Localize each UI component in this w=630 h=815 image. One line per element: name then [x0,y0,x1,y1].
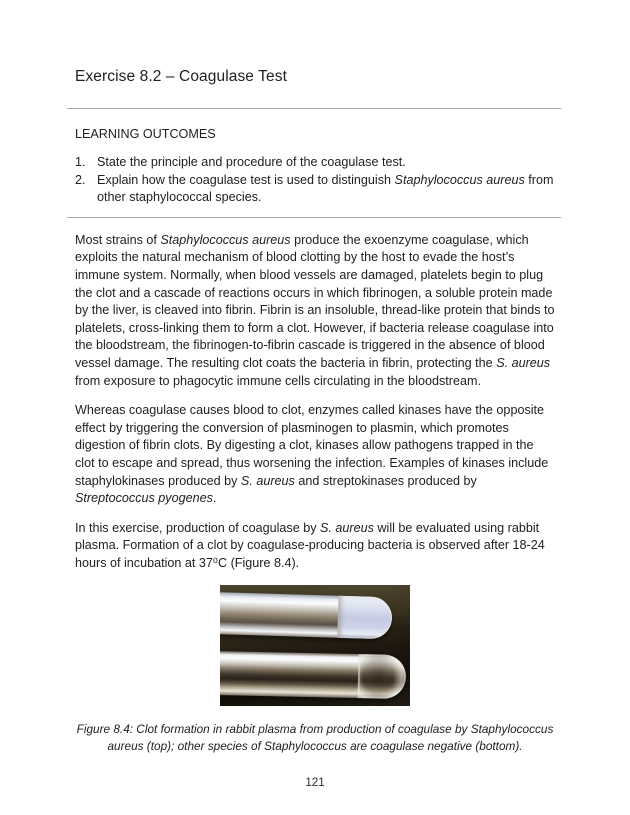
test-tube-coagulase-negative [220,651,406,699]
test-tube-coagulase-positive [220,592,393,639]
outcome-text-1: State the principle and procedure of the coagulase test. [97,155,406,169]
figure-photo [220,585,410,706]
outcome-number-1: 1. [75,155,86,169]
outcome-item-2 [75,172,555,207]
page-title: Exercise 8.2 – Coagulase Test [75,68,287,85]
tube-end-cap [358,655,407,700]
paragraph-exercise-overview: In this exercise, production of coagulase by S. aureus will be evaluated using rabbit plasma. Formation of a clot by coagulase-producing bacteria is observed after 18-24 hours of incubation at 37⁰C (Figure 8.4). [75,520,545,570]
learning-outcomes-heading: LEARNING OUTCOMES [75,127,216,141]
paragraph-kinases: Whereas coagulase causes blood to clot, enzymes called kinases have the opposite effect by triggering the conversion of plasminogen to plasmin, which promotes digestion of fibrin clots. By digesting a clot, kinases allow pathogens trapped in the clot to escape and spread, thus worsening the infection. Examples of kinases include staphylokinases produced by S. aureus and streptokinases produced by Streptococcus pyogenes. [75,403,549,506]
page-number: 121 [305,776,325,789]
figure-caption: Figure 8.4: Clot formation in rabbit plasma from production of coagulase by Staphylococcus aureus (top); other species of Staphylococcus are coagulase negative (bottom). [76,722,554,754]
outcome-number-2: 2. [75,172,86,187]
outcome-item-1 [75,154,555,172]
divider-body [67,217,561,218]
clot-region [337,596,392,640]
outcome-text-2: Explain how the coagulase test is used to distinguish Staphylococcus aureus from other staphylococcal species. [97,172,554,205]
learning-outcomes-list [75,154,555,207]
divider-top [67,108,561,109]
paragraph-coagulase-mechanism: Most strains of Staphylococcus aureus produce the exoenzyme coagulase, which exploits the natural mechanism of blood clotting by the host to evade the host’s immune system. Normally, when blood vessels are damaged, platelets begin to plug the clot and a cascade of reactions occurs in which fibrinogen, a soluble protein made by the liver, is cleaved into fibrin. Fibrin is an insoluble, thread-like protein that binds to platelets, cross-linking them to form a clot. However, if bacteria release coagulase into the bloodstream, the fibrinogen-to-fibrin cascade is triggered in the absence of blood vessel damage. The resulting clot coats the bacteria in fibrin, protecting the S. aureus from exposure to phagocytic immune cells circulating in the bloodstream. [75,232,555,388]
